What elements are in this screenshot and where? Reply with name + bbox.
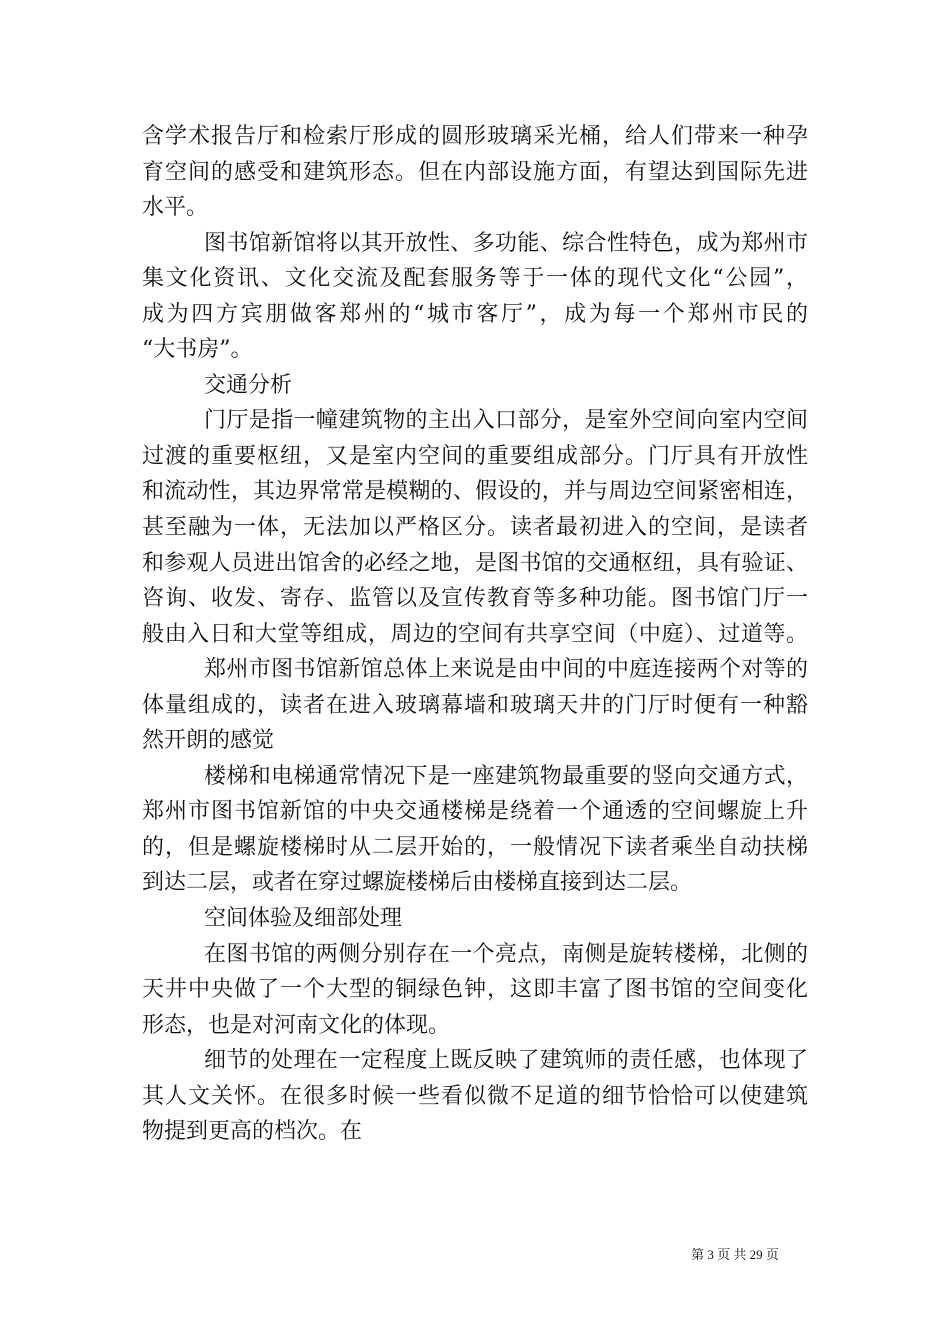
text-line: 和流动性，其边界常常是模糊的、假设的，并与周边空间紧密相连，	[142, 479, 808, 505]
text-line: 形态，也是对河南文化的体现。	[142, 1012, 451, 1038]
section-heading: 交通分析	[204, 372, 293, 398]
text-line: 郑州市图书馆新馆总体上来说是由中间的中庭连接两个对等的	[204, 657, 808, 683]
text-line: 到达二层，或者在穿过螺旋楼梯后由楼梯直接到达二层。	[142, 870, 693, 896]
text-line: 物提到更高的档次。在	[142, 1119, 363, 1145]
text-line: 成为四方宾朋做客郑州的“城市客厅”，成为每一个郑州市民的	[142, 301, 808, 327]
text-line: 体量组成的，读者在进入玻璃幕墙和玻璃天井的门厅时便有一种豁	[142, 692, 808, 718]
text-line: 的，但是螺旋楼梯时从二层开始的，一般情况下读者乘坐自动扶梯	[142, 834, 808, 860]
text-line: “大书房”。	[142, 337, 253, 363]
text-line: 细节的处理在一定程度上既反映了建筑师的责任感，也体现了	[204, 1048, 808, 1074]
text-line: 图书馆新馆将以其开放性、多功能、综合性特色，成为郑州市	[204, 230, 808, 256]
text-line: 天井中央做了一个大型的铜绿色钟，这即丰富了图书馆的空间变化	[142, 977, 808, 1003]
section-heading: 空间体验及细部处理	[204, 906, 403, 932]
text-line: 门厅是指一幢建筑物的主出入口部分，是室外空间向室内空间	[204, 408, 808, 434]
text-line: 在图书馆的两侧分别存在一个亮点，南侧是旋转楼梯，北侧的	[204, 941, 808, 967]
text-line: 水平。	[142, 195, 209, 221]
text-line: 般由入日和大堂等组成，周边的空间有共享空间（中庭）、过道等。	[142, 621, 808, 647]
document-body	[142, 119, 808, 1150]
text-line: 集文化资讯、文化交流及配套服务等于一体的现代文化“公园”，	[142, 266, 808, 292]
text-line: 咨询、收发、寄存、监管以及宣传教育等多种功能。图书馆门厅一	[142, 586, 808, 612]
text-line: 育空间的感受和建筑形态。但在内部设施方面，有望达到国际先进	[142, 159, 808, 185]
text-line: 含学术报告厅和检索厅形成的圆形玻璃采光桶，给人们带来一种孕	[142, 124, 808, 149]
text-line: 其人文关怀。在很多时候一些看似微不足道的细节恰恰可以使建筑	[142, 1083, 808, 1109]
text-line: 甚至融为一体，无法加以严格区分。读者最初进入的空间，是读者	[142, 515, 808, 541]
text-line: 过渡的重要枢纽，又是室内空间的重要组成部分。门厅具有开放性	[142, 443, 808, 469]
text-line: 然开朗的感觉	[142, 728, 275, 754]
text-line: 郑州市图书馆新馆的中央交通楼梯是绕着一个通透的空间螺旋上升	[142, 799, 808, 825]
page-number-footer: 第 3 页 共 29 页	[691, 1247, 779, 1262]
text-line: 和参观人员进出馆舍的必经之地，是图书馆的交通枢纽，具有验证、	[142, 550, 808, 576]
text-line: 楼梯和电梯通常情况下是一座建筑物最重要的竖向交通方式，	[204, 763, 808, 789]
